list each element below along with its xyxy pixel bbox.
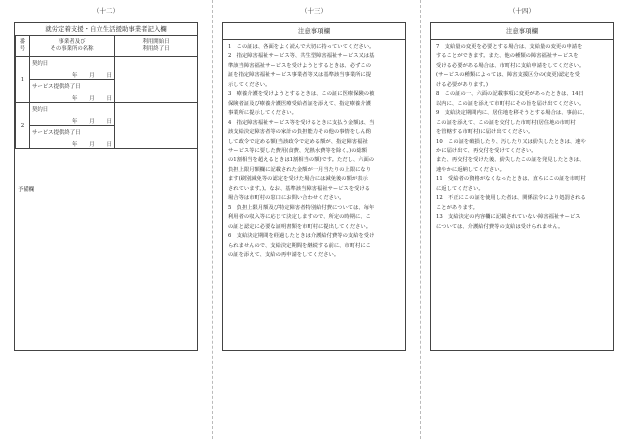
provision-end-cell-2 bbox=[30, 126, 115, 149]
note-line: 7 支給量の変更を必要とする場合は、支給量の変更の申請を bbox=[436, 44, 583, 50]
note-line: られませんので、支給決定期間を継続する前に、市町村にこ bbox=[228, 242, 371, 249]
note-line: 該支給決定障害者等の家計の負担能力その他の事情をしん酌 bbox=[228, 129, 372, 136]
notes-title-14: 注意事項欄 bbox=[431, 23, 613, 40]
panel-number-14: （十四） bbox=[509, 7, 535, 15]
panel-number-13: （十三） bbox=[301, 7, 327, 15]
usage-dates-cell-1[interactable] bbox=[115, 57, 198, 103]
contract-date-label-2: 契約日 bbox=[32, 107, 49, 113]
note-line: (サービスの種類によっては、障害支援区分の(変更)認定を受 bbox=[436, 72, 580, 79]
contract-date-line-1: 年 月 日 bbox=[72, 73, 112, 79]
fold-line-right bbox=[420, 0, 421, 439]
note-line: ことがあります。 bbox=[436, 204, 478, 211]
note-line: 受ける必要がある場合は、市町村に支給申請をしてください。 bbox=[436, 62, 585, 69]
row-number-2: 2 bbox=[16, 103, 30, 149]
row-number-1: 1 bbox=[16, 57, 30, 103]
note-line: 以内に、この証を添えて市町村にその旨を届け出てください。 bbox=[436, 100, 585, 107]
note-line: 証を指定障害福祉サービス事業者等又は基準該当事業所に提 bbox=[228, 72, 372, 79]
usage-dates-cell-2[interactable] bbox=[115, 103, 198, 149]
note-line: サービス等に要した費用(食費、光熱水費等を除く。)の総額 bbox=[228, 147, 368, 154]
note-line: されています。)。なお、基準該当障害福祉サービスを受ける bbox=[228, 185, 371, 192]
note-line: 5 負担上限月額及び特定障害者特別給付費については、毎年 bbox=[228, 204, 375, 211]
note-line: 4 指定障害福祉サービス等を受けるときに支払う金額は、当 bbox=[228, 119, 375, 126]
note-line: ける必要があります。) bbox=[436, 81, 488, 88]
note-line: を管轄する市町村)に届け出てください。 bbox=[436, 129, 534, 136]
provision-end-cell-1 bbox=[30, 80, 115, 103]
panel-number-12: （十二） bbox=[93, 7, 119, 15]
note-line: 13 支給決定の内容欄に記載されていない障害福祉サービス bbox=[436, 214, 581, 221]
note-line: については、介護給付費等の支給は受けられません。 bbox=[436, 223, 564, 230]
note-line: 保険者証及び療養介護医療受給者証を添えて、指定療養介護 bbox=[228, 100, 371, 107]
contract-date-line-2: 年 月 日 bbox=[72, 119, 112, 125]
provider-entry-panel bbox=[14, 22, 198, 351]
provision-end-line-2: 年 月 日 bbox=[72, 142, 112, 148]
notes-label: 予備欄 bbox=[18, 187, 35, 193]
note-line: 準該当障害福祉サービスを受けようとするときは、必ずこの bbox=[228, 62, 372, 69]
note-line: 示してください。 bbox=[228, 81, 271, 88]
note-line: 9 支給決定期間内に、居住地を移そうとする場合は、事前に、 bbox=[436, 110, 588, 117]
fold-line-left bbox=[212, 0, 213, 439]
note-line: の証を添えて、支給の再申請をしてください。 bbox=[228, 251, 340, 258]
provider-entry-title: 就労定着支援・自立生活援助事業者記入欄 bbox=[15, 23, 197, 36]
note-line: 負担上限月額欄に記載された金額が一月当たりの上限になり bbox=[228, 166, 372, 173]
provision-end-label-2: サービス提供終了日 bbox=[32, 130, 81, 136]
note-line: 3 療養介護を受けようとするときは、この証に医療保険の被 bbox=[228, 91, 375, 98]
contract-date-cell-2 bbox=[30, 103, 115, 126]
col-header-dates: 利用開始日 利用終了日 bbox=[115, 36, 198, 57]
provision-end-line-1: 年 月 日 bbox=[72, 96, 112, 102]
note-line: することができます。また、他の種類の障害福祉サービスを bbox=[436, 53, 579, 60]
note-line: 場合等は市町村の窓口にお問い合わせください。 bbox=[228, 195, 345, 202]
note-line: 11 受給者の資格がなくなったときは、直ちにこの証を市町村 bbox=[436, 176, 586, 183]
note-line: の証と認定に必要な証明書類を市町村に提出してください。 bbox=[228, 223, 372, 230]
notes-panel-13 bbox=[222, 22, 406, 351]
note-line: 8 この証の一、六面の記載事項に変更があったときは、14日 bbox=[436, 91, 584, 98]
note-line: 6 支給決定期間を経過したときは介護給付費等の支給を受け bbox=[228, 233, 375, 240]
note-line: ます(刷別減免等の認定を受けた場合には減免後の額が表示 bbox=[228, 176, 368, 183]
notes-body-13 bbox=[223, 40, 405, 260]
note-line: この証を添えて、この証を交付した市町村(居住地の市町村 bbox=[436, 119, 576, 126]
notes-body-14 bbox=[431, 40, 613, 232]
note-line: 事業所に提示してください。 bbox=[228, 110, 297, 117]
note-line: 12 不正にこの証を使用した者は、関係法令により処罰される bbox=[436, 195, 586, 202]
note-line: 10 この証を破損したり、汚したり又は紛失したときは、速や bbox=[436, 138, 586, 145]
note-line: また、再交付を受けた後、紛失したこの証を発見したときは、 bbox=[436, 157, 585, 164]
col-header-number: 番 号 bbox=[16, 36, 30, 57]
note-line: して政令で定める額(当該政令で定める額が、指定障害福祉 bbox=[228, 138, 368, 145]
note-line: の1割相当を超えるときは1割相当の額)です。ただし、六面の bbox=[228, 157, 375, 164]
provider-entry-table bbox=[15, 35, 198, 149]
provision-end-label-1: サービス提供終了日 bbox=[32, 84, 81, 90]
note-line: 利用者の収入等に応じて決定しますので、所定の時期に、こ bbox=[228, 214, 371, 221]
contract-date-label-1: 契約日 bbox=[32, 61, 49, 67]
note-line: 速やかに返納してください。 bbox=[436, 166, 505, 173]
note-line: 1 この証は、各面をよく読んで大切に持っていてください。 bbox=[228, 44, 375, 50]
col-header-provider: 事業者及び その事業所の名称 bbox=[30, 36, 115, 57]
notes-panel-14 bbox=[430, 22, 614, 351]
contract-date-cell-1 bbox=[30, 57, 115, 80]
note-line: 2 指定障害福祉サービス等、共生型障害福祉サービス又は基 bbox=[228, 53, 375, 60]
note-line: に返してください。 bbox=[436, 185, 484, 192]
note-line: かに届け出て、再交付を受けてください。 bbox=[436, 147, 537, 154]
notes-title-13: 注意事項欄 bbox=[223, 23, 405, 40]
